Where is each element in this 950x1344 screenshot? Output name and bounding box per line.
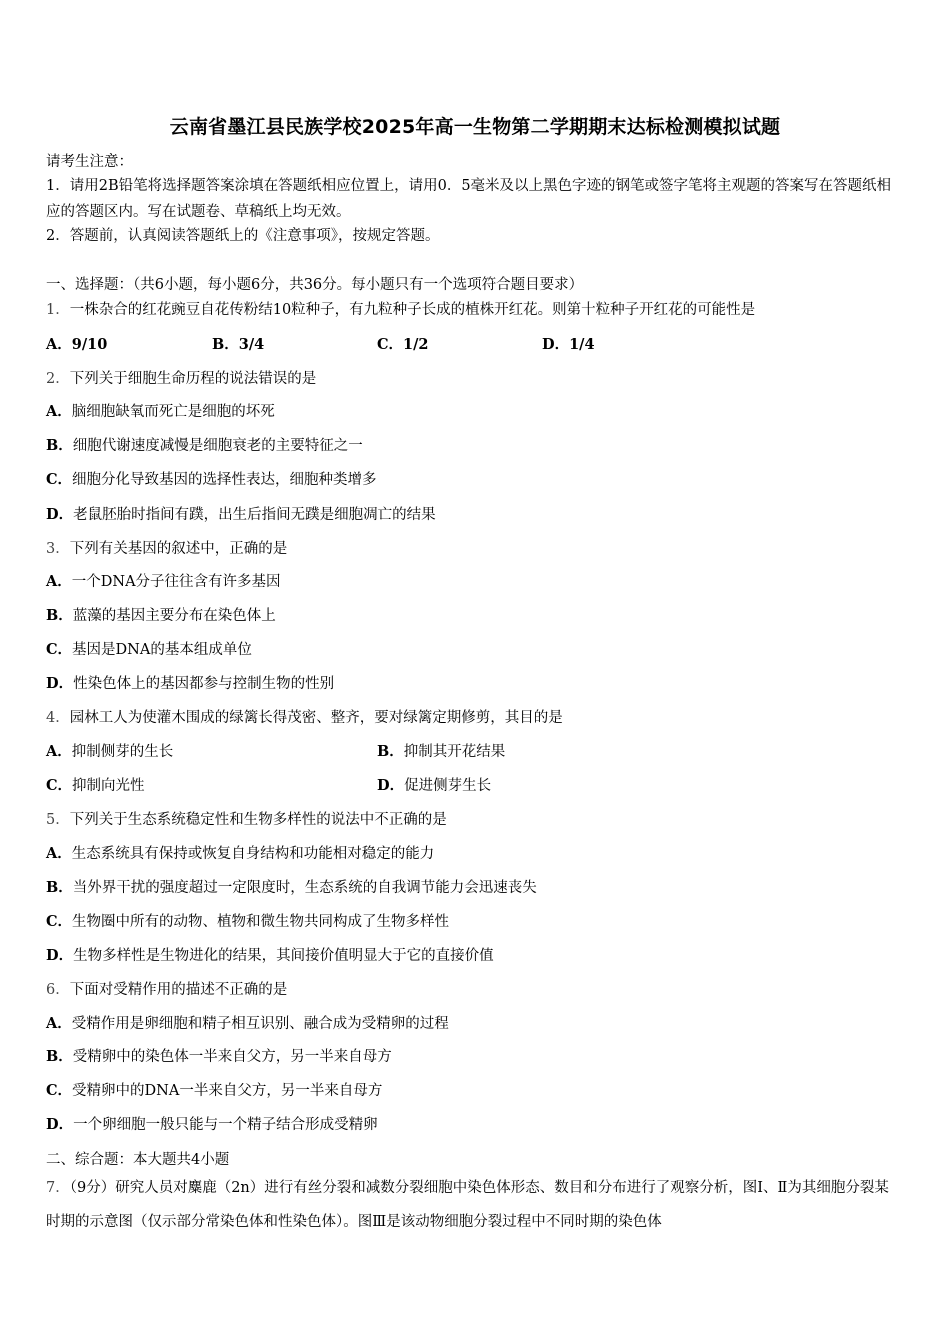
question-text: 下列关于生态系统稳定性和生物多样性的说法中不正确的是: [69, 812, 447, 828]
option-text: 当外界干扰的强度超过一定限度时，生态系统的自我调节能力会迅速丧失: [72, 880, 537, 896]
question-1-option-d[interactable]: [542, 338, 595, 353]
option-text: 3/4: [238, 336, 265, 353]
option-letter: C．: [46, 913, 73, 930]
question-number: 6．: [46, 982, 70, 998]
question-4-option-c[interactable]: [46, 779, 145, 794]
option-letter: C．: [46, 777, 73, 794]
question-5-option-d[interactable]: [46, 949, 494, 964]
question-4-option-d[interactable]: [377, 779, 491, 794]
option-text: 细胞代谢速度减慢是细胞衰老的主要特征之一: [72, 438, 363, 454]
option-letter: A．: [46, 845, 72, 862]
option-text: 受精卵中的染色体一半来自父方，另一半来自母方: [72, 1049, 392, 1065]
option-text: 生物多样性是生物进化的结果，其间接价值明显大于它的直接价值: [73, 948, 494, 964]
question-1-stem: [46, 303, 755, 318]
option-letter: D．: [46, 947, 74, 964]
question-2-option-d[interactable]: [46, 508, 436, 523]
question-3-option-b[interactable]: [46, 609, 276, 624]
option-text: 一个DNA分子往往含有许多基因: [71, 574, 281, 590]
question-2-option-a[interactable]: [46, 405, 275, 420]
option-letter: A．: [46, 336, 72, 353]
question-4-option-b[interactable]: [377, 745, 505, 760]
option-letter: B．: [46, 607, 73, 624]
option-letter: D．: [377, 777, 405, 794]
option-letter: B．: [46, 1048, 73, 1065]
option-letter: C．: [46, 1082, 73, 1099]
option-letter: B．: [46, 437, 73, 454]
option-letter: D．: [542, 336, 570, 353]
question-2-option-c[interactable]: [46, 473, 377, 488]
question-4-stem: [46, 711, 563, 726]
option-text: 抑制向光性: [72, 778, 145, 794]
question-number: 3．: [46, 541, 70, 557]
option-text: 细胞分化导致基因的选择性表达，细胞种类增多: [72, 472, 377, 488]
notice-heading: 请考生注意：: [46, 154, 133, 170]
question-text: 一株杂合的红花豌豆自花传粉结10粒种子，有九粒种子长成的植株开红花。则第十粒种子开红花的可能性是: [69, 302, 756, 318]
option-text: 脑细胞缺氧而死亡是细胞的坏死: [71, 404, 275, 420]
notice-item-1: 1．请用2B铅笔将选择题答案涂填在答题纸相应位置上，请用0．5毫米及以上黑色字迹的钢笔或签字笔将主观题的答案写在答题纸相应的答题区内。写在试题卷、草稿纸上均无效。: [46, 178, 892, 220]
question-3-stem: [46, 542, 287, 557]
option-letter: C．: [46, 471, 73, 488]
question-number: 5．: [46, 812, 70, 828]
option-text: 基因是DNA的基本组成单位: [72, 642, 252, 658]
option-letter: A．: [46, 1015, 72, 1032]
option-letter: A．: [46, 743, 72, 760]
question-6-option-d[interactable]: [46, 1118, 378, 1133]
question-3-option-d[interactable]: [46, 677, 334, 692]
question-3-option-a[interactable]: [46, 575, 281, 590]
option-letter: D．: [46, 1116, 74, 1133]
question-number: 7．: [46, 1180, 70, 1196]
question-5-option-b[interactable]: [46, 881, 537, 896]
option-letter: A．: [46, 403, 72, 420]
option-text: 1/4: [569, 336, 595, 353]
question-number: 4．: [46, 710, 70, 726]
question-1-option-b[interactable]: [212, 338, 264, 353]
option-text: 蓝藻的基因主要分布在染色体上: [72, 608, 276, 624]
option-letter: D．: [46, 675, 74, 692]
notice-item-2: 2．答题前，认真阅读答题纸上的《注意事项》，按规定答题。: [46, 228, 440, 244]
option-text: 抑制侧芽的生长: [71, 744, 174, 760]
option-letter: D．: [46, 506, 74, 523]
question-6-option-b[interactable]: [46, 1050, 392, 1065]
option-text: 生态系统具有保持或恢复自身结构和功能相对稳定的能力: [71, 846, 435, 862]
option-text: 一个卵细胞一般只能与一个精子结合形成受精卵: [73, 1117, 378, 1133]
option-text: 促进侧芽生长: [404, 778, 492, 794]
question-number: 2．: [46, 371, 70, 387]
option-text: 1/2: [403, 336, 429, 353]
question-5-stem: [46, 813, 447, 828]
option-letter: A．: [46, 573, 72, 590]
question-6-option-c[interactable]: [46, 1084, 382, 1099]
option-text: 受精作用是卵细胞和精子相互识别、融合成为受精卵的过程: [71, 1016, 449, 1032]
section-2-heading: 二、综合题：本大题共4小题: [46, 1152, 230, 1168]
option-letter: B．: [212, 336, 239, 353]
question-5-option-a[interactable]: [46, 847, 434, 862]
option-text: 抑制其开花结果: [403, 744, 506, 760]
question-2-option-b[interactable]: [46, 439, 363, 454]
question-text: 园林工人为使灌木围成的绿篱长得茂密、整齐，要对绿篱定期修剪，其目的是: [69, 710, 563, 726]
question-text: 下面对受精作用的描述不正确的是: [69, 982, 288, 998]
question-6-option-a[interactable]: [46, 1017, 449, 1032]
page-title: 云南省墨江县民族学校2025年高一生物第二学期期末达标检测模拟试题: [169, 116, 781, 138]
question-text: 下列有关基因的叙述中，正确的是: [69, 541, 288, 557]
question-4-option-a[interactable]: [46, 745, 173, 760]
question-1-option-c[interactable]: [377, 338, 429, 353]
question-6-stem: [46, 983, 287, 998]
question-text: （9分）研究人员对麋鹿（2n）进行有丝分裂和减数分裂细胞中染色体形态、数目和分布进行了观察分析，图Ⅰ、Ⅱ为其细胞分裂某时期的示意图（仅示部分常染色体和性染色体）。图Ⅲ是该动物细胞分裂过程中不同时期的染色体: [46, 1180, 889, 1230]
question-text: 下列关于细胞生命历程的说法错误的是: [69, 371, 317, 387]
option-letter: C．: [377, 336, 404, 353]
question-3-option-c[interactable]: [46, 643, 252, 658]
option-letter: B．: [46, 879, 73, 896]
option-text: 老鼠胚胎时指间有蹼，出生后指间无蹼是细胞凋亡的结果: [73, 507, 436, 523]
question-number: 1．: [46, 302, 70, 318]
option-letter: C．: [46, 641, 73, 658]
option-letter: B．: [377, 743, 404, 760]
section-1-heading: 一、选择题：（共6小题，每小题6分，共36分。每小题只有一个选项符合题目要求）: [46, 277, 584, 293]
option-text: 受精卵中的DNA一半来自父方，另一半来自母方: [72, 1083, 383, 1099]
question-1-option-a[interactable]: [46, 338, 107, 353]
option-text: 9/10: [71, 336, 108, 353]
question-2-stem: [46, 372, 316, 387]
question-5-option-c[interactable]: [46, 915, 449, 930]
question-7-text: [46, 1171, 896, 1239]
option-text: 性染色体上的基因都参与控制生物的性别: [73, 676, 335, 692]
option-text: 生物圈中所有的动物、植物和微生物共同构成了生物多样性: [72, 914, 450, 930]
